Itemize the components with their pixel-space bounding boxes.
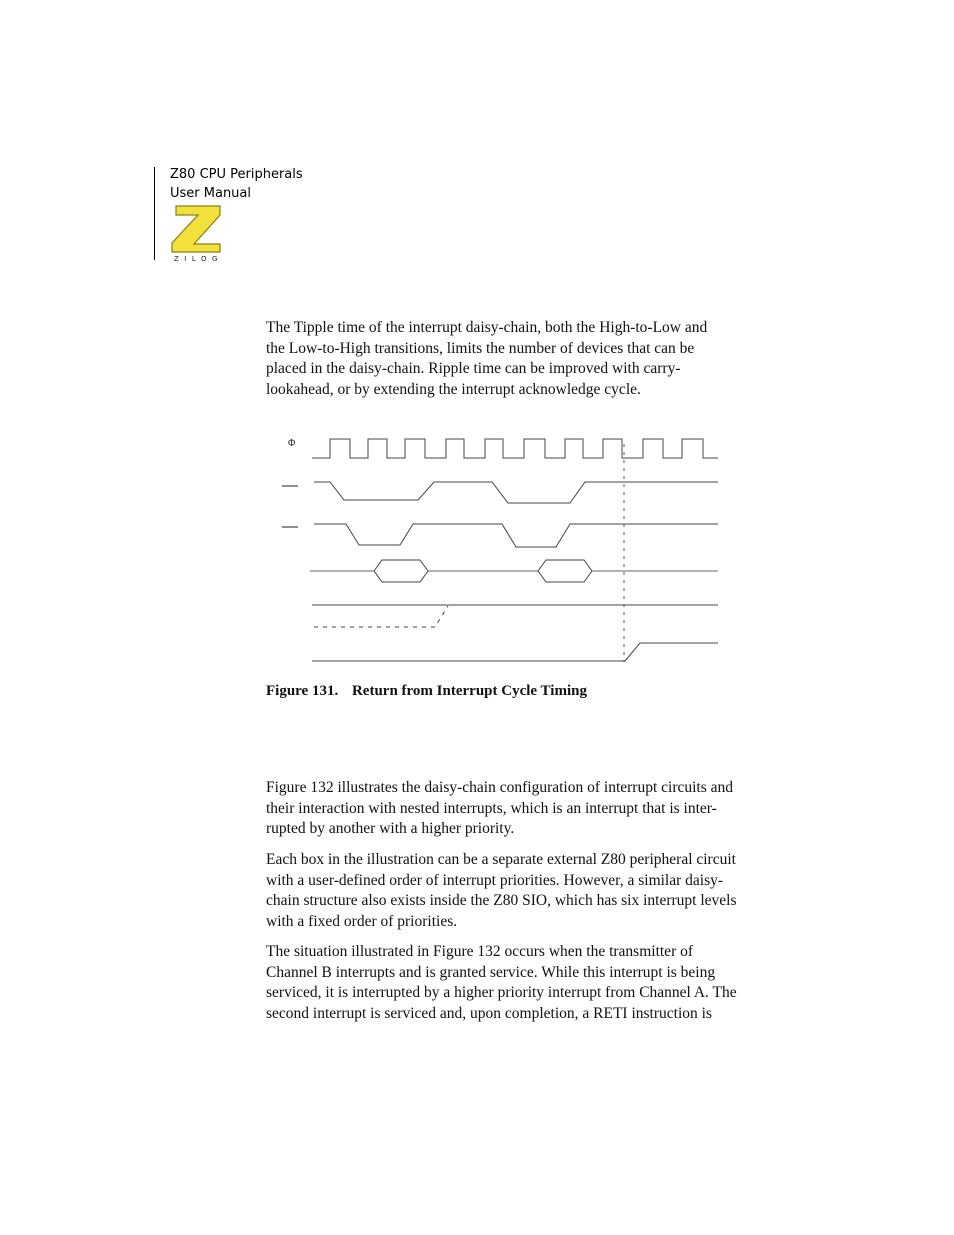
text-line: chain structure also exists inside the Z80 SIO, which has six interrupt levels <box>266 892 737 909</box>
header-title-line1: Z80 CPU Peripherals <box>170 167 303 182</box>
data-bus-valid-2 <box>538 560 592 582</box>
header-title-line2: User Manual <box>170 186 252 201</box>
text-line: lookahead, or by extending the interrupt acknowledge cycle. <box>266 380 641 398</box>
text-line: serviced, it is interrupted by a higher priority interrupt from Channel A. The <box>266 984 737 1001</box>
text-line: the Low-to-High transitions, limits the number of devices that can be <box>266 339 695 357</box>
text-line: their interaction with nested interrupts, which is an interrupt that is inter- <box>266 799 717 817</box>
ieo-ripple-dashed <box>314 606 448 627</box>
text-line: The situation illustrated in Figure 132 occurs when the transmitter of <box>266 943 694 960</box>
logo-wordmark: ZILOG <box>174 255 223 262</box>
running-header <box>170 165 303 203</box>
clock-waveform <box>312 439 718 458</box>
text-line: Channel B interrupts and is granted service. While this interrupt is being <box>266 963 716 981</box>
text-line: rupted by another with a higher priority. <box>266 820 515 837</box>
text-line: with a fixed order of priorities. <box>266 912 458 930</box>
figure-caption-number: Figure 131. <box>266 683 339 699</box>
paragraph-situation <box>266 942 776 1024</box>
signal-waveform-1 <box>314 482 718 503</box>
text-line: Each box in the illustration can be a separate external Z80 peripheral circuit <box>266 851 736 868</box>
figure-caption-title: Return from Interrupt Cycle Timing <box>351 683 587 699</box>
timing-diagram <box>280 430 730 670</box>
signal-waveform-2 <box>314 524 718 547</box>
figure-caption <box>266 683 587 700</box>
paragraph-ripple-time <box>266 318 776 400</box>
text-line: The Tipple time of the interrupt daisy-chain, both the High-to-Low and <box>266 319 708 336</box>
paragraph-daisy-chain <box>266 778 776 840</box>
text-line: with a user-defined order of interrupt priorities. However, a similar daisy- <box>266 871 724 889</box>
clock-label: Φ <box>288 438 296 449</box>
iei-waveform <box>312 643 718 661</box>
text-line: placed in the daisy-chain. Ripple time can be improved with carry- <box>266 360 681 377</box>
zilog-logo <box>168 204 226 262</box>
paragraph-box-description <box>266 850 776 932</box>
text-line: Figure 132 illustrates the daisy-chain configuration of interrupt circuits and <box>266 779 734 796</box>
data-bus-valid-1 <box>374 560 428 582</box>
text-line: second interrupt is serviced and, upon completion, a RETI instruction is <box>266 1004 712 1022</box>
header-rule <box>154 167 155 260</box>
